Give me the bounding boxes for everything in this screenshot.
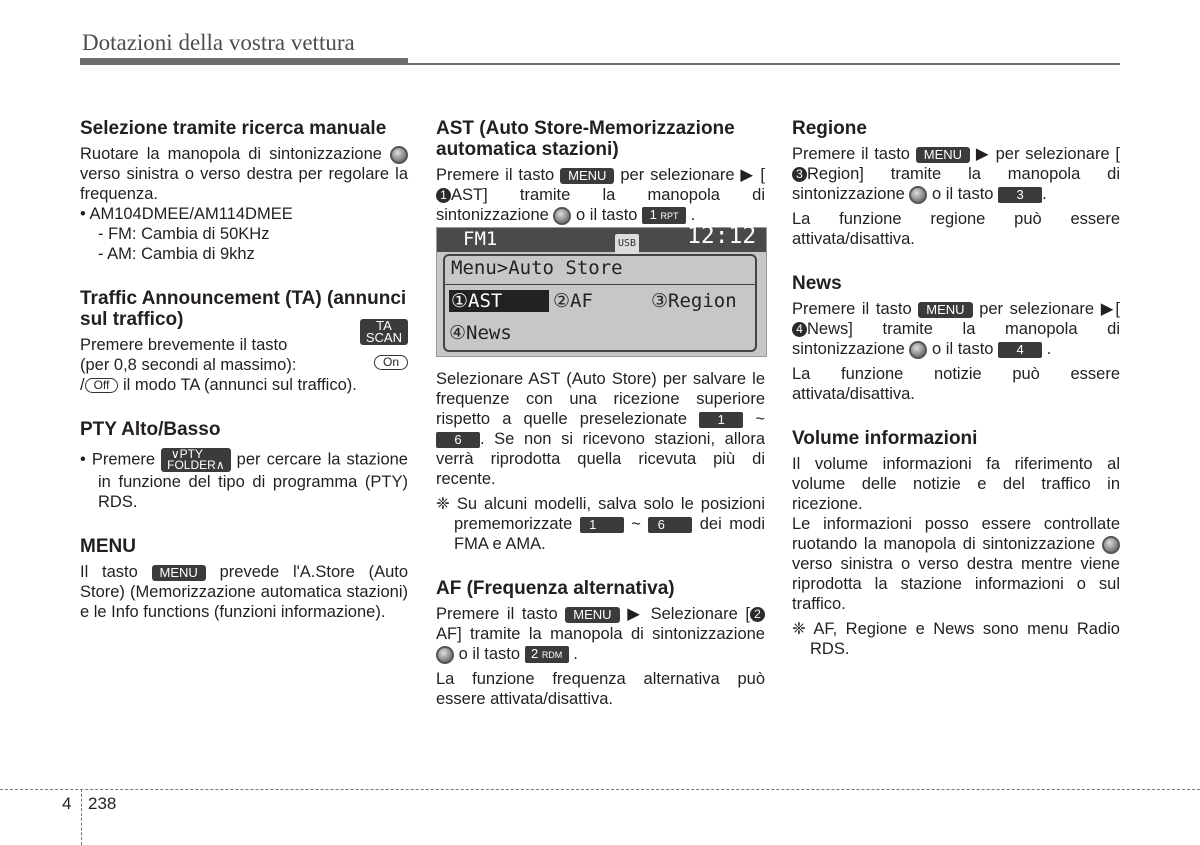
text: ▶ Selezionare [ [627, 605, 750, 623]
column-1 [80, 118, 408, 622]
band-label: FM1 [463, 228, 498, 250]
text: ~ [755, 410, 765, 428]
tuning-knob-icon [909, 341, 927, 359]
text: Le informazioni posso essere controllate ruotando la manopola di sintonizzazione [792, 515, 1120, 553]
section-title-region: Regione [792, 118, 867, 139]
text: per selezionare [620, 166, 735, 184]
on-button: On [374, 355, 408, 370]
screen-menu-title: Menu>Auto Store [451, 257, 623, 279]
section-title-volume: Volume informazioni [792, 428, 978, 449]
off-button: Off [85, 378, 119, 393]
bullet-am: - AM: Cambia di 9khz [98, 245, 255, 263]
section-title-pty: PTY Alto/Basso [80, 419, 221, 440]
number-4-icon: 4 [792, 322, 807, 337]
page-header-title: Dotazioni della vostra vettura [82, 30, 355, 55]
paragraph: La funzione notizie può essere attivata/disattiva. [792, 365, 1120, 403]
preset-6-button: 6 [436, 432, 480, 448]
divider [445, 284, 755, 285]
pty-label: PTY [179, 447, 203, 461]
menu-item-ast: ①AST [449, 290, 549, 312]
paragraph: La funzione regione può essere attivata/disattiva. [792, 210, 1120, 248]
page-number: 238 [88, 794, 117, 813]
btn-sub: RDM [541, 650, 563, 661]
menu-item-news: ④News [449, 322, 512, 344]
text: ▶ per selezionare [ [975, 145, 1121, 163]
text: [ [760, 166, 765, 184]
radio-screen [436, 223, 767, 357]
number-2-icon: 2 [750, 607, 765, 622]
paragraph [80, 448, 408, 512]
column-2 [436, 118, 765, 709]
paragraph [792, 514, 1120, 614]
paragraph [792, 144, 1120, 204]
screen-status-bar [437, 223, 766, 252]
section-title-ast: AST (Auto Store-Memorizzazione automatica stazioni) [436, 118, 735, 160]
paragraph: Il volume informazioni fa riferimento al volume delle notizie e del traffico in ricezione. [792, 455, 1120, 513]
bullet-model: • AM104DMEE/AM114DMEE [80, 205, 293, 223]
paragraph [80, 318, 408, 395]
menu-button: MENU [918, 302, 972, 318]
tuning-knob-icon [1102, 536, 1120, 554]
text: (per 0,8 secondi al massimo): [80, 356, 297, 374]
text: ~ [631, 515, 641, 533]
paragraph [80, 562, 408, 622]
text: dei modi FMA e AMA. [454, 515, 765, 553]
ta-label: TA [376, 318, 392, 333]
text: . [573, 645, 578, 663]
note: ❈ AF, Regione e News sono menu Radio RDS. [792, 620, 1120, 658]
scan-label: SCAN [365, 330, 402, 345]
header-rule [80, 58, 408, 65]
tuning-knob-icon [553, 207, 571, 225]
paragraph: La funzione frequenza alternativa può essere attivata/disattiva. [436, 670, 765, 708]
section-title-manual-search: Selezione tramite ricerca manuale [80, 118, 387, 139]
tuning-knob-icon [909, 186, 927, 204]
preset-1-rpt-button [642, 207, 686, 224]
arrow-right-icon: ▶ [740, 166, 755, 184]
section-title-menu: MENU [80, 536, 136, 557]
preset-6-button: 6 [648, 517, 692, 533]
text: Ruotare la manopola di sintonizzazione [80, 145, 382, 163]
paragraph [436, 369, 765, 489]
paragraph [436, 604, 765, 664]
text: News] tramite la manopola di sintonizzazione [792, 320, 1120, 358]
text: prevede l'A.Store (Auto Store) (Memorizzazione automatica stazioni) e le Info functions (funzioni informazione). [80, 563, 409, 621]
menu-button: MENU [560, 168, 614, 184]
menu-button: MENU [152, 565, 206, 581]
clock: 12:12 [687, 223, 757, 249]
text: • Premere [80, 450, 156, 469]
text: . [1042, 185, 1047, 203]
text: . [690, 206, 696, 224]
screen-menu-panel [443, 254, 757, 352]
section-title-ta: Traffic Announcement (TA) (annunci sul traffico) [80, 288, 407, 330]
text: . Se non si ricevono stazioni, allora verrà riprodotta quella ricevuta più di recente. [436, 430, 765, 488]
paragraph [436, 165, 765, 225]
paragraph [792, 299, 1120, 359]
paragraph [80, 144, 408, 204]
text: verso sinistra o verso destra mentre viene riprodotta la stazione informazioni o sul traffico. [792, 555, 1120, 613]
menu-item-af: ②AF [553, 290, 593, 312]
btn-sub: RPT [660, 211, 679, 222]
pty-folder-button: ∨PTY FOLDER∧ [161, 448, 230, 472]
footer-rule [0, 789, 1200, 790]
text: per selezionare ▶[ [979, 300, 1121, 318]
text: Region] tramite la manopola di sintonizzazione [792, 165, 1120, 203]
text: o il tasto [932, 185, 994, 203]
chapter-number: 4 [62, 794, 72, 813]
column-3 [792, 118, 1120, 659]
menu-button: MENU [565, 607, 619, 623]
number-3-icon: 3 [792, 167, 807, 182]
ta-scan-button [360, 319, 408, 345]
tuning-knob-icon [436, 646, 454, 664]
text: Premere il tasto [436, 605, 558, 623]
text: il modo TA (annunci sul traffico). [122, 376, 357, 394]
text: Selezionare AST (Auto Store) per salvare le frequenze con una ricezione superiore rispetto a quelle preselezionate [436, 370, 765, 428]
preset-3-button: 3 [998, 187, 1042, 203]
text: Premere il tasto [792, 300, 912, 318]
text: Premere il tasto [436, 166, 555, 184]
folder-label: FOLDER [167, 458, 216, 472]
section-title-news: News [792, 273, 842, 294]
footer-divider [81, 789, 82, 845]
text: o il tasto [932, 340, 994, 358]
btn-num: 2 [530, 646, 539, 662]
text: . [1046, 340, 1052, 358]
text: Premere brevemente il tasto [80, 336, 288, 354]
usb-icon: USB [615, 234, 639, 254]
preset-1-button: 1 [580, 517, 624, 533]
text: verso sinistra o verso destra per regolare la frequenza. [80, 165, 408, 203]
tuning-knob-icon [390, 146, 408, 164]
preset-4-button: 4 [998, 342, 1042, 358]
section-title-af: AF (Frequenza alternativa) [436, 578, 675, 599]
btn-num: 1 [649, 207, 657, 223]
menu-item-region: ③Region [651, 290, 737, 312]
header-rule-thin [408, 63, 1120, 65]
text: / [80, 376, 85, 394]
text: AF] tramite la manopola di sintonizzazione [436, 625, 765, 643]
text: ❈ Su alcuni modelli, salva solo le posizioni prememorizzate [436, 495, 765, 533]
text: o il tasto [458, 645, 521, 663]
text: Il tasto [80, 563, 138, 581]
text: per cercare la stazione in funzione del tipo di programma (PTY) RDS. [98, 450, 408, 511]
bullet-fm: - FM: Cambia di 50KHz [98, 225, 270, 243]
text: o il tasto [576, 206, 638, 224]
text: AST] tramite la manopola di sintonizzazione [436, 186, 765, 224]
number-1-icon: 1 [436, 188, 451, 203]
preset-1-button: 1 [699, 412, 743, 428]
menu-button: MENU [916, 147, 970, 163]
note [436, 494, 765, 554]
text: Premere il tasto [792, 145, 910, 163]
preset-2-rdm-button [525, 646, 569, 663]
